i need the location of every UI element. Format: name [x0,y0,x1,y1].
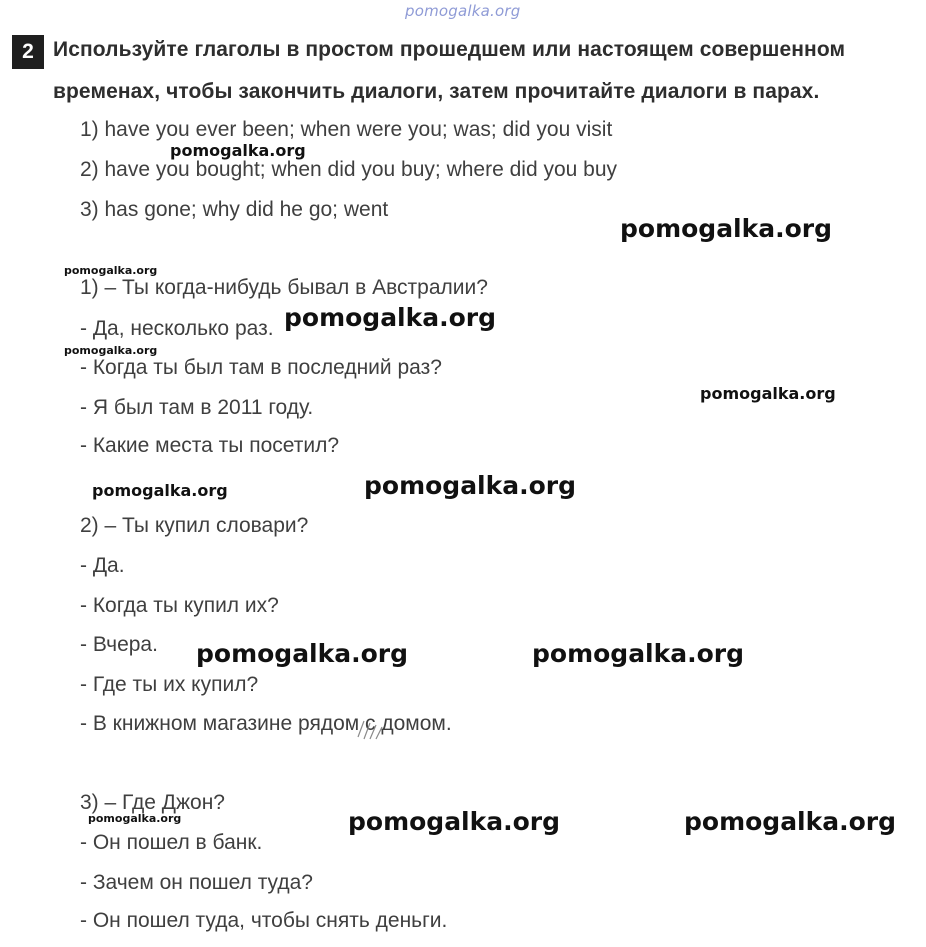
dialogue2-line-5: - Где ты их купил? [80,673,259,696]
watermark: pomogalka.org [700,384,836,403]
answer-line-3: 3) has gone; why did he go; went [80,198,389,221]
dialogue3-line-2: - Он пошел в банк. [80,831,263,854]
watermark: pomogalka.org [532,639,745,668]
dialogue2-line-1: 2) – Ты купил словари? [80,514,309,537]
answer-line-2: 2) have you bought; when did you buy; where did you buy [80,158,618,181]
dialogue2-line-4: - Вчера. [80,633,158,656]
watermark: pomogalka.org [88,812,182,825]
dialogue3-line-1: 3) – Где Джон? [80,791,225,814]
task-title-line-1: Используйте глаголы в простом прошедшем или настоящем совершенном [53,38,846,61]
dialogue2-line-6: - В книжном магазине рядом с домом. [80,712,452,735]
watermark: pomogalka.org [684,807,897,836]
watermark: pomogalka.org [92,481,228,500]
dialogue2-line-2: - Да. [80,554,125,577]
watermark: pomogalka.org [348,807,561,836]
answer-line-1: 1) have you ever been; when were you; was; did you visit [80,118,613,141]
watermark: pomogalka.org [284,303,497,332]
task-number-badge: 2 [12,35,44,69]
dialogue3-line-3: - Зачем он пошел туда? [80,871,313,894]
dialogue1-line-5: - Какие места ты посетил? [80,434,340,457]
dialogue2-line-3: - Когда ты купил их? [80,594,279,617]
watermark: pomogalka.org [196,639,409,668]
dialogue1-line-3: - Когда ты был там в последний раз? [80,356,442,379]
watermark: pomogalka.org [364,471,577,500]
header-watermark: pomogalka.org [405,2,521,20]
pencil-scribble [356,717,396,741]
dialogue1-line-4: - Я был там в 2011 году. [80,396,314,419]
watermark: pomogalka.org [64,264,158,277]
dialogue1-line-2: - Да, несколько раз. [80,317,274,340]
task-title-line-2: временах, чтобы закончить диалоги, затем прочитайте диалоги в парах. [53,80,820,103]
dialogue3-line-4: - Он пошел туда, чтобы снять деньги. [80,909,448,932]
watermark: pomogalka.org [170,141,306,160]
dialogue1-line-1: 1) – Ты когда-нибудь бывал в Австралии? [80,276,488,299]
watermark: pomogalka.org [64,344,158,357]
watermark: pomogalka.org [620,214,833,243]
